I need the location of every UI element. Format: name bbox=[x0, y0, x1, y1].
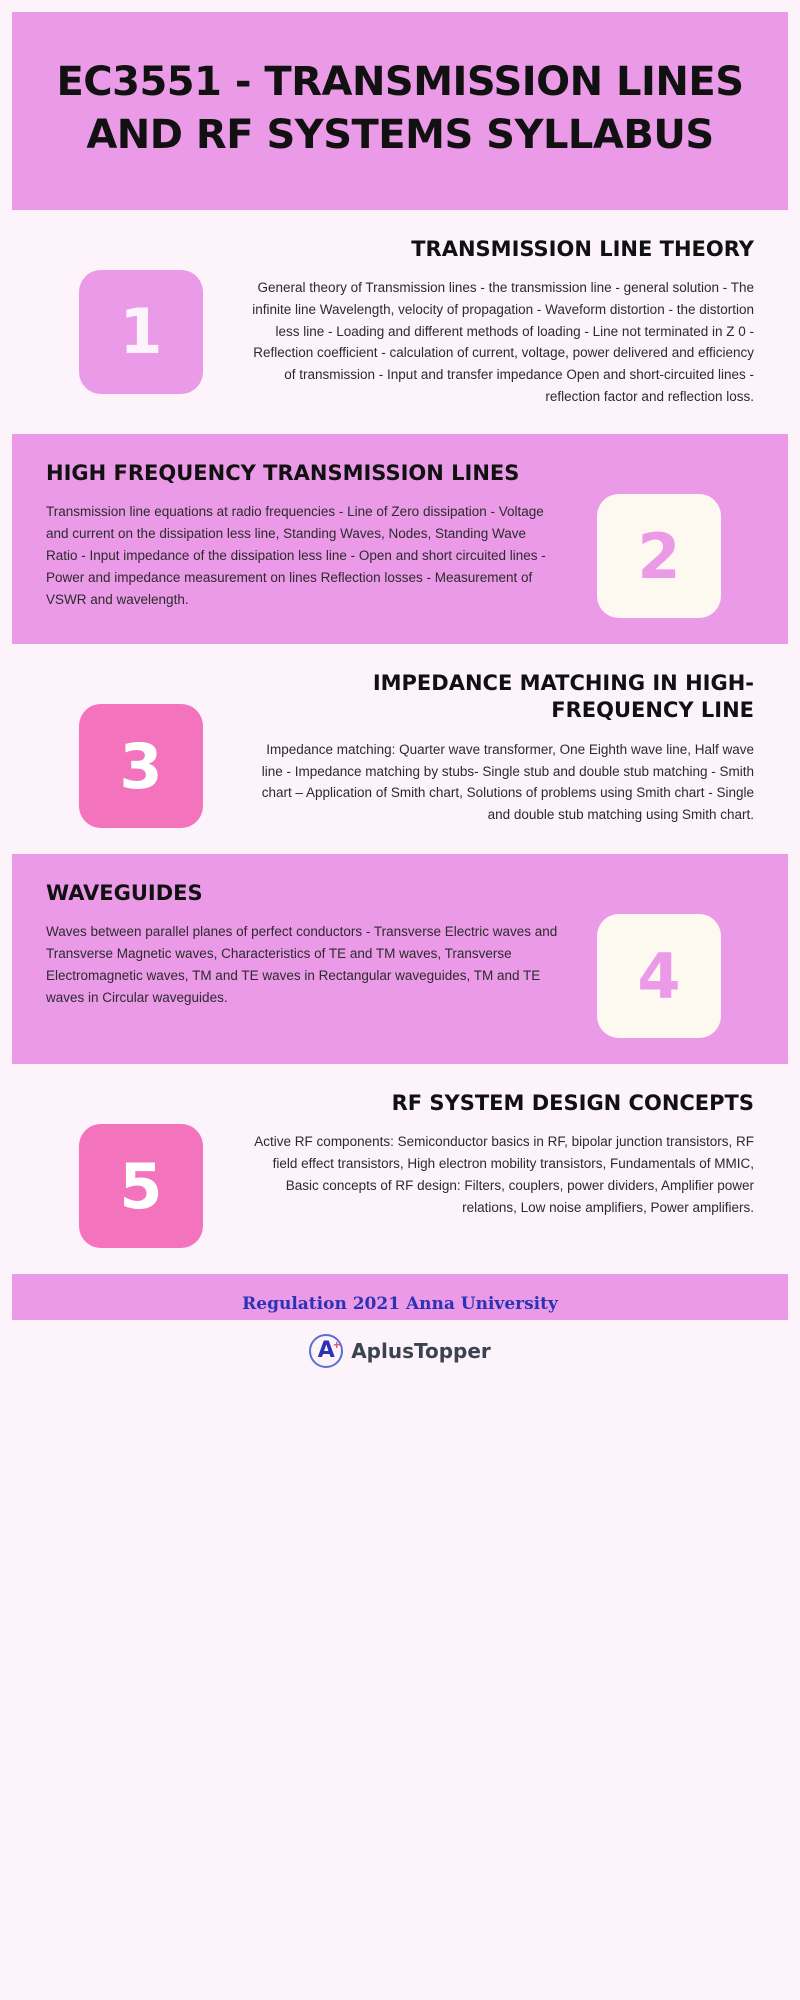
brand-plus-icon: + bbox=[333, 1338, 341, 1353]
unit-badge-container-5 bbox=[46, 1090, 236, 1248]
unit-description-4: Waves between parallel planes of perfect conductors - Transverse Electric waves and Transverse Magnetic waves, Characteristics of TE and TM waves, Transverse Electromagnetic waves, TM and TE waves in Rectangular waveguides, TM and TE waves in Circular waveguides. bbox=[46, 924, 558, 1005]
unit-badge-container-3 bbox=[46, 670, 236, 828]
unit-number-badge-3: 3 bbox=[79, 704, 203, 828]
unit-title-2: HIGH FREQUENCY TRANSMISSION LINES bbox=[46, 461, 520, 486]
unit-title-4: WAVEGUIDES bbox=[46, 881, 203, 906]
unit-section-5 bbox=[12, 1064, 788, 1274]
page-header bbox=[12, 12, 788, 210]
unit-number-badge-1: 1 bbox=[79, 270, 203, 394]
unit-number-badge-2: 2 bbox=[597, 494, 721, 618]
regulation-text: Regulation 2021 Anna University bbox=[242, 1294, 558, 1315]
unit-description-5: Active RF components: Semiconductor basics in RF, bipolar junction transistors, RF field effect transistors, High electron mobility transistors, Fundamentals of MMIC, Basic concepts of RF design: Filters, couplers, power dividers, Amplifier power relations, Low noise amplifiers, Power amplifiers. bbox=[254, 1134, 754, 1215]
unit-title-5: RF SYSTEM DESIGN CONCEPTS bbox=[391, 1091, 754, 1116]
unit-section-1 bbox=[12, 210, 788, 434]
unit-number-badge-4: 4 bbox=[597, 914, 721, 1038]
unit-description-2: Transmission line equations at radio frequencies - Line of Zero dissipation - Voltage and current on the dissipation less line, Standing Waves, Nodes, Standing Wave Ratio - Input impedance of the dissipation less line - Open and short circuited lines - Power and impedance measurement on lines Reflection losses - Measurement of VSWR and wavelength. bbox=[46, 504, 546, 607]
unit-section-4 bbox=[12, 854, 788, 1064]
page-footer bbox=[12, 1274, 788, 1320]
unit-text-4 bbox=[46, 880, 564, 1009]
brand-bar bbox=[12, 1320, 788, 1384]
unit-badge-container-1 bbox=[46, 236, 236, 394]
page-title: EC3551 - TRANSMISSION LINES AND RF SYSTEMS SYLLABUS bbox=[56, 59, 744, 158]
unit-text-1 bbox=[236, 236, 754, 408]
aplustopper-logo-icon bbox=[309, 1334, 343, 1368]
unit-description-1: General theory of Transmission lines - the transmission line - general solution - The infinite line Wavelength, velocity of propagation - Waveform distortion - the distortion less line - Loading and different methods of loading - Line not terminated in Z 0 - Reflection coefficient - calculation of current, voltage, power delivered and efficiency of transmission - Input and transfer impedance Open and short-circuited lines - reflection factor and reflection loss. bbox=[252, 279, 754, 405]
unit-title-3: IMPEDANCE MATCHING IN HIGH-FREQUENCY LINE bbox=[372, 671, 754, 723]
unit-title-1: TRANSMISSION LINE THEORY bbox=[411, 236, 754, 261]
unit-number-badge-5: 5 bbox=[79, 1124, 203, 1248]
unit-description-3: Impedance matching: Quarter wave transformer, One Eighth wave line, Half wave line - Impedance matching by stubs- Single stub and double stub matching - Smith chart – Application of Smith chart, Solutions of problems using Smith chart - Single and double stub matching using Smith chart. bbox=[261, 741, 754, 823]
unit-text-3 bbox=[236, 670, 754, 826]
unit-text-5 bbox=[236, 1090, 754, 1219]
unit-badge-container-2 bbox=[564, 460, 754, 618]
unit-section-3 bbox=[12, 644, 788, 854]
brand-name: AplusTopper bbox=[351, 1339, 491, 1364]
unit-badge-container-4 bbox=[564, 880, 754, 1038]
unit-text-2 bbox=[46, 460, 564, 611]
unit-section-2 bbox=[12, 434, 788, 644]
brand-letter: A bbox=[317, 1338, 335, 1364]
